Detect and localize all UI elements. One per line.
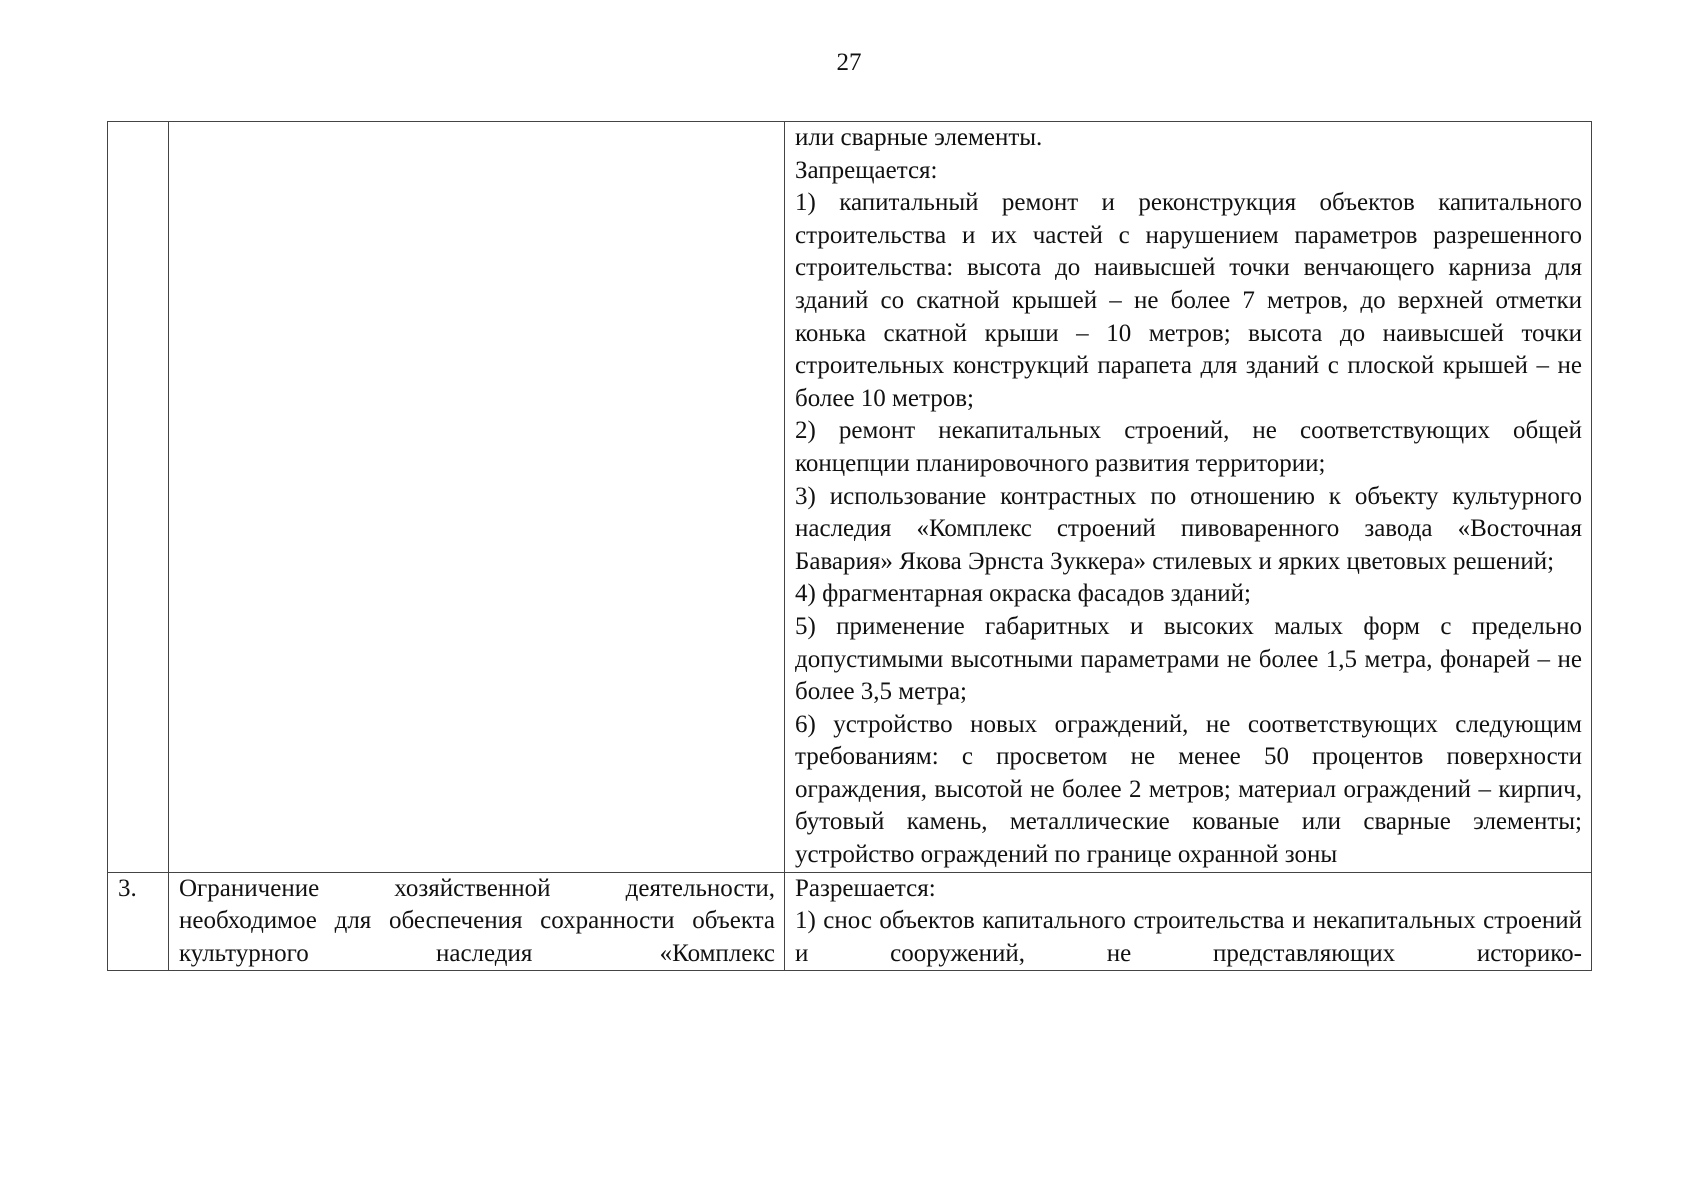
requirement-line: или сварные элементы.: [795, 124, 1043, 151]
row-number-cell: 3.: [108, 872, 169, 970]
allowed-heading: Разрешается:: [795, 874, 936, 902]
requirement-item-1: 1) капитальный ремонт и реконструкция объектов капитального строительства и их частей с нарушением параметров разрешенного строительства: высота до наивысшей точки венчающего карниза для зданий со скатной крышей – не более 7 метров, до верхней отметки конька скатной крыши – 10 метров; высота до наивысшей точки строительных конструкций парапета для зданий с плоской крышей – не более 10 метров;: [795, 189, 1582, 412]
requirement-item-6: 6) устройство новых ограждений, не соответствующих следующим требованиям: с просветом не менее 50 процентов поверхности ограждения, высотой не более 2 метров; материал ограждений – кирпич, бутовый камень, металлические кованые или сварные элементы; устройство ограждений по границе охранной зоны: [795, 710, 1582, 869]
restriction-cell: [169, 872, 785, 970]
forbidden-heading: Запрещается:: [795, 156, 938, 184]
requirements-cell: [785, 122, 1592, 873]
row-number-cell: [108, 122, 169, 873]
requirement-item-3: 3) использование контрастных по отношению к объекту культурного наследия «Комплекс строений пивоваренного завода «Восточная Бавария» Якова Эрнста Зуккера» стилевых и ярких цветовых решений;: [795, 482, 1582, 575]
requirements-cell: [785, 872, 1592, 970]
requirement-item-1: 1) снос объектов капитального строительства и некапитальных строений и сооружений, не представляющих историко-: [795, 907, 1582, 967]
table-row-continued: [108, 122, 1592, 873]
requirement-item-4: 4) фрагментарная окраска фасадов зданий;: [795, 580, 1251, 608]
restriction-cell: [169, 122, 785, 873]
requirement-item-5: 5) применение габаритных и высоких малых форм с предельно допустимыми высотными параметрами не более 1,5 метра, фонарей – не более 3,5 метра;: [795, 612, 1582, 706]
restriction-text: Ограничение хозяйственной деятельности, необходимое для обеспечения сохранности объекта культурного наследия «Комплекс: [179, 874, 775, 967]
requirement-item-2: 2) ремонт некапитальных строений, не соответствующих общей концепции планировочного развития территории;: [795, 417, 1582, 477]
table-row-3: [108, 872, 1592, 970]
restrictions-table: [107, 121, 1592, 971]
page-number: 27: [836, 49, 862, 76]
